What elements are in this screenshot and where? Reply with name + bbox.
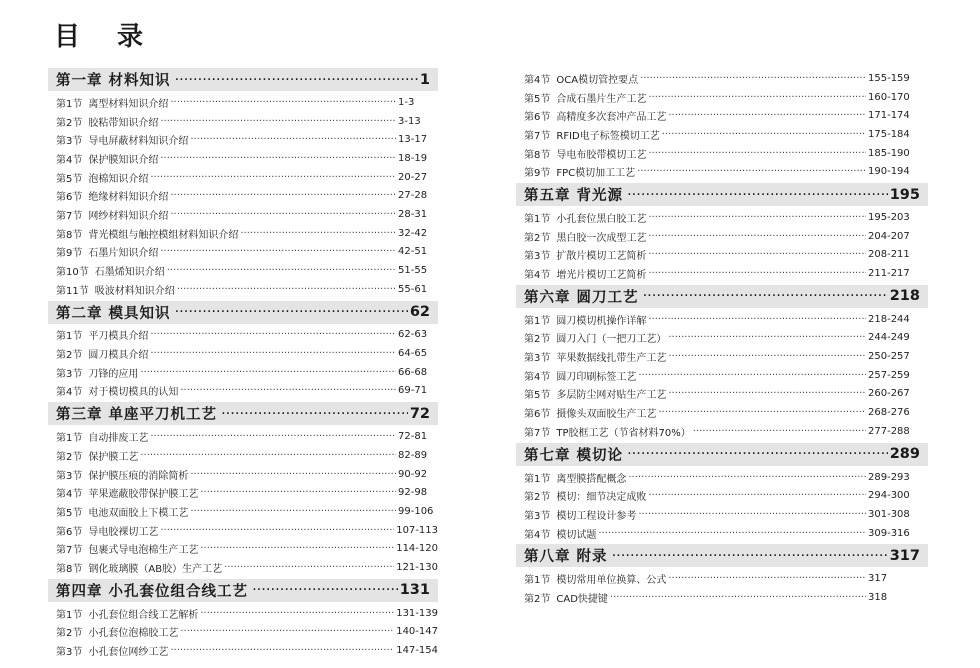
section-page-range: 114-120 <box>396 543 438 555</box>
dot-leader <box>628 472 866 483</box>
section-page-range: 92-98 <box>398 487 428 499</box>
section-title: 高精度多次套冲产品工艺 <box>556 112 667 124</box>
section-number: 第4节 <box>56 154 83 166</box>
chapter-heading[interactable] <box>48 402 438 425</box>
section-title: 摄像头双面胶生产工艺 <box>556 409 657 421</box>
dot-leader <box>175 72 418 88</box>
dot-leader <box>640 73 866 84</box>
section-entry[interactable] <box>48 224 438 243</box>
chapter-page-number: 1 <box>419 71 430 88</box>
section-page-range: 171-174 <box>868 110 910 122</box>
dot-leader <box>643 288 888 304</box>
section-entry[interactable] <box>516 588 928 607</box>
section-number: 第1节 <box>56 331 83 343</box>
section-title: 小孔套位组合线工艺解析 <box>88 609 199 621</box>
dot-leader <box>200 608 394 619</box>
section-title: 背光模组与触控模组材料知识介绍 <box>88 229 239 241</box>
dot-leader <box>627 446 888 462</box>
section-number: 第5节 <box>524 390 551 402</box>
dot-leader <box>140 367 396 378</box>
dot-leader <box>240 228 396 239</box>
chapter-title: 第一章 材料知识 <box>56 73 171 89</box>
dot-leader <box>610 592 866 603</box>
section-page-range: 260-267 <box>868 388 910 400</box>
section-title: 扩散片模切工艺简析 <box>556 251 647 263</box>
section-number: 第2节 <box>524 334 551 346</box>
section-page-range: 62-63 <box>398 329 428 341</box>
section-page-range: 318 <box>868 591 888 603</box>
section-entry[interactable] <box>48 93 438 112</box>
dot-leader <box>668 332 866 343</box>
section-page-range: 160-170 <box>868 91 910 103</box>
dot-leader <box>648 268 866 279</box>
chapter-page-number: 195 <box>889 186 920 203</box>
section-title: 胶粘带知识介绍 <box>88 117 159 129</box>
section-title: 保护膜工艺 <box>88 451 139 463</box>
section-title: 黑白胶一次成型工艺 <box>556 232 647 244</box>
dot-leader <box>150 431 396 442</box>
dot-leader <box>177 284 396 295</box>
section-title: 保护膜知识介绍 <box>88 154 159 166</box>
section-page-range: 147-154 <box>396 645 438 657</box>
section-number: 第6节 <box>56 192 83 204</box>
section-number: 第3节 <box>524 353 551 365</box>
chapter-heading[interactable] <box>516 443 928 466</box>
dot-leader <box>190 506 396 517</box>
chapter-title: 第三章 单座平刀机工艺 <box>56 407 218 424</box>
section-page-range: 90-92 <box>398 468 428 480</box>
chapter-heading[interactable] <box>516 285 928 308</box>
section-page-range: 1-3 <box>398 96 415 108</box>
toc-right-column <box>516 69 928 607</box>
chapter-heading[interactable] <box>516 544 928 567</box>
section-number: 第2节 <box>524 232 551 244</box>
section-title: 钢化玻璃膜（AB胶）生产工艺 <box>88 563 223 575</box>
section-number: 第7节 <box>56 545 83 557</box>
section-page-range: 55-61 <box>398 283 428 295</box>
section-number: 第3节 <box>524 510 551 522</box>
section-entry[interactable] <box>48 558 438 577</box>
section-number: 第4节 <box>56 387 83 399</box>
dot-leader <box>180 385 396 396</box>
section-title: 电池双面胶上下模工艺 <box>88 507 189 519</box>
section-title: 石墨片知识介绍 <box>88 248 159 260</box>
section-title: 绝缘材料知识介绍 <box>88 192 169 204</box>
section-title: 增光片模切工艺简析 <box>556 270 647 282</box>
dot-leader <box>150 348 396 359</box>
section-page-range: 69-71 <box>398 385 428 397</box>
chapter-title: 第七章 模切论 <box>524 447 624 464</box>
chapter-title: 第四章 小孔套位组合线工艺 <box>56 583 249 600</box>
section-title: TP胶框工艺（节省材料70%） <box>556 427 691 439</box>
section-entry[interactable] <box>516 69 928 88</box>
section-entry[interactable] <box>48 243 438 262</box>
section-entry[interactable] <box>48 382 438 401</box>
page-title: 目 录 <box>54 22 158 52</box>
section-title: 吸波材料知识介绍 <box>94 285 175 297</box>
section-page-range: 268-276 <box>868 407 910 419</box>
section-title: 网纱材料知识介绍 <box>88 210 169 222</box>
section-title: FPC模切加工工艺 <box>556 168 636 180</box>
section-entry[interactable] <box>516 144 928 163</box>
section-number: 第3节 <box>56 470 83 482</box>
dot-leader <box>668 573 866 584</box>
dot-leader <box>170 209 396 220</box>
dot-leader <box>200 543 394 554</box>
section-page-range: 82-89 <box>398 449 428 461</box>
section-page-range: 250-257 <box>868 351 910 363</box>
section-entry[interactable] <box>516 403 928 422</box>
section-title: 离型材料知识介绍 <box>88 98 169 110</box>
section-page-range: 294-300 <box>868 490 910 502</box>
dot-leader <box>160 246 396 257</box>
section-entry[interactable] <box>48 130 438 149</box>
dot-leader <box>200 487 396 498</box>
section-page-range: 64-65 <box>398 348 428 360</box>
section-page-range: 244-249 <box>868 332 910 344</box>
chapter-page-number: 72 <box>409 405 430 422</box>
section-entry[interactable] <box>516 208 928 227</box>
section-number: 第6节 <box>56 526 83 538</box>
section-entry[interactable] <box>48 205 438 224</box>
section-page-range: 140-147 <box>396 626 438 638</box>
section-page-range: 218-244 <box>868 313 910 325</box>
section-title: 模切试题 <box>556 529 597 541</box>
toc-left-column <box>48 66 438 660</box>
dot-leader <box>150 329 396 340</box>
section-entry[interactable] <box>48 623 438 642</box>
section-title: 苹果遮蔽胶带保护膜工艺 <box>88 489 199 501</box>
section-entry[interactable] <box>516 422 928 441</box>
section-entry[interactable] <box>516 246 928 265</box>
chapter-heading[interactable] <box>48 68 438 91</box>
section-title: 圆刀模具介绍 <box>88 350 149 362</box>
section-number: 第5节 <box>524 93 551 105</box>
section-page-range: 66-68 <box>398 366 428 378</box>
section-page-range: 107-113 <box>396 524 438 536</box>
section-number: 第3节 <box>524 251 551 263</box>
chapter-title: 第八章 附录 <box>524 549 608 566</box>
section-page-range: 301-308 <box>868 508 910 520</box>
section-entry[interactable] <box>48 363 438 382</box>
section-number: 第1节 <box>56 98 83 110</box>
section-entry[interactable] <box>516 505 928 524</box>
dot-leader <box>648 249 866 260</box>
section-number: 第6节 <box>524 112 551 124</box>
section-number: 第9节 <box>524 168 551 180</box>
section-page-range: 317 <box>868 573 888 585</box>
section-title: 圆刀印刷标签工艺 <box>556 371 637 383</box>
section-entry[interactable] <box>48 641 438 660</box>
section-title: 导电布胶带模切工艺 <box>556 149 647 161</box>
section-title: 圆刀模切机操作详解 <box>556 315 647 327</box>
section-page-range: 42-51 <box>398 246 428 258</box>
section-entry[interactable] <box>516 106 928 125</box>
section-page-range: 131-139 <box>396 607 438 619</box>
section-page-range: 195-203 <box>868 211 910 223</box>
section-entry[interactable] <box>516 125 928 144</box>
section-entry[interactable] <box>48 261 438 280</box>
section-entry[interactable] <box>516 347 928 366</box>
section-page-range: 121-130 <box>396 561 438 573</box>
section-number: 第1节 <box>524 315 551 327</box>
chapter-title: 第二章 模具知识 <box>56 305 171 322</box>
section-number: 第2节 <box>524 593 551 605</box>
dot-leader <box>221 406 408 422</box>
chapter-page-number: 317 <box>889 547 920 564</box>
section-number: 第4节 <box>524 74 551 86</box>
section-number: 第1节 <box>524 575 551 587</box>
dot-leader <box>638 370 866 381</box>
section-page-range: 309-316 <box>868 527 910 539</box>
section-number: 第9节 <box>56 248 83 260</box>
section-entry[interactable] <box>48 280 438 299</box>
section-number: 第4节 <box>524 529 551 541</box>
section-number: 第8节 <box>56 229 83 241</box>
section-page-range: 51-55 <box>398 265 428 277</box>
section-entry[interactable] <box>48 502 438 521</box>
dot-leader <box>637 166 866 177</box>
section-entry[interactable] <box>516 569 928 588</box>
chapter-title: 第六章 圆刀工艺 <box>524 289 639 306</box>
section-number: 第1节 <box>56 609 83 621</box>
section-number: 第4节 <box>56 489 83 501</box>
dot-leader <box>648 231 866 242</box>
dot-leader <box>224 562 394 573</box>
chapter-page-number: 62 <box>409 304 430 321</box>
section-number: 第3节 <box>56 136 83 148</box>
dot-leader <box>252 582 398 598</box>
dot-leader <box>693 426 866 437</box>
section-entry[interactable] <box>516 162 928 181</box>
dot-leader <box>167 265 396 276</box>
chapter-page-number: 218 <box>889 288 920 305</box>
section-number: 第8节 <box>56 563 83 575</box>
section-number: 第4节 <box>524 270 551 282</box>
section-title: 小孔套位网纱工艺 <box>88 647 169 659</box>
section-page-range: 211-217 <box>868 268 910 280</box>
section-title: 包裹式导电泡棉生产工艺 <box>88 545 199 557</box>
section-page-range: 257-259 <box>868 369 910 381</box>
section-number: 第2节 <box>524 492 551 504</box>
section-title: 保护膜压痕的消除简析 <box>88 470 189 482</box>
section-number: 第3节 <box>56 368 83 380</box>
dot-leader <box>150 172 396 183</box>
section-title: RFID电子标签模切工艺 <box>556 130 660 142</box>
section-page-range: 72-81 <box>398 431 428 443</box>
section-entry[interactable] <box>516 524 928 543</box>
section-entry[interactable] <box>48 344 438 363</box>
section-number: 第11节 <box>56 285 89 297</box>
section-page-range: 18-19 <box>398 152 428 164</box>
section-title: 泡棉知识介绍 <box>88 173 149 185</box>
section-entry[interactable] <box>48 149 438 168</box>
section-entry[interactable] <box>516 329 928 348</box>
section-entry[interactable] <box>516 227 928 246</box>
section-title: 导电屏蔽材料知识介绍 <box>88 136 189 148</box>
dot-leader <box>175 304 408 320</box>
section-page-range: 20-27 <box>398 171 428 183</box>
dot-leader <box>648 212 866 223</box>
section-title: 模切工程设计参考 <box>556 510 637 522</box>
section-number: 第7节 <box>524 427 551 439</box>
section-entry[interactable] <box>48 446 438 465</box>
section-title: 小孔套位泡棉胶工艺 <box>88 628 179 640</box>
chapter-heading[interactable] <box>48 579 438 602</box>
dot-leader <box>612 548 888 564</box>
dot-leader <box>140 450 396 461</box>
section-title: 多层防尘网对贴生产工艺 <box>556 390 667 402</box>
dot-leader <box>170 190 396 201</box>
section-page-range: 289-293 <box>868 471 910 483</box>
section-entry[interactable] <box>48 168 438 187</box>
section-number: 第4节 <box>524 371 551 383</box>
section-entry[interactable] <box>516 366 928 385</box>
section-entry[interactable] <box>48 465 438 484</box>
dot-leader <box>160 153 396 164</box>
section-entry[interactable] <box>516 310 928 329</box>
chapter-heading[interactable] <box>48 301 438 324</box>
section-page-range: 27-28 <box>398 190 428 202</box>
dot-leader <box>190 469 396 480</box>
section-title: 模切常用单位换算、公式 <box>556 575 667 587</box>
section-number: 第6节 <box>524 409 551 421</box>
dot-leader <box>598 528 866 539</box>
section-page-range: 208-211 <box>868 249 910 261</box>
chapter-title: 第五章 背光源 <box>524 188 624 205</box>
section-entry[interactable] <box>516 385 928 404</box>
section-entry[interactable] <box>516 468 928 487</box>
dot-leader <box>662 129 866 140</box>
section-number: 第10节 <box>56 267 89 279</box>
section-entry[interactable] <box>48 604 438 623</box>
dot-leader <box>648 92 866 103</box>
section-title: 刀锋的应用 <box>88 368 139 380</box>
section-entry[interactable] <box>48 186 438 205</box>
dot-leader <box>160 525 394 536</box>
dot-leader <box>668 388 866 399</box>
section-number: 第3节 <box>56 647 83 659</box>
section-title: OCA模切管控要点 <box>556 74 639 86</box>
section-title: 对于模切模具的认知 <box>88 387 179 399</box>
dot-leader <box>668 110 866 121</box>
section-page-range: 204-207 <box>868 230 910 242</box>
section-title: 模切：细节决定成败 <box>556 492 647 504</box>
dot-leader <box>627 187 888 203</box>
section-page-range: 155-159 <box>868 72 910 84</box>
dot-leader <box>170 645 394 656</box>
section-entry[interactable] <box>516 486 928 505</box>
section-title: 合成石墨片生产工艺 <box>556 93 647 105</box>
section-title: 小孔套位黑白胶工艺 <box>556 213 647 225</box>
section-page-range: 99-106 <box>398 505 434 517</box>
section-number: 第1节 <box>56 433 83 445</box>
section-number: 第8节 <box>524 149 551 161</box>
section-page-range: 185-190 <box>868 147 910 159</box>
section-entry[interactable] <box>516 264 928 283</box>
section-page-range: 175-184 <box>868 128 910 140</box>
section-number: 第5节 <box>56 173 83 185</box>
section-entry[interactable] <box>48 521 438 540</box>
section-number: 第2节 <box>56 451 83 463</box>
section-entry[interactable] <box>516 88 928 107</box>
chapter-page-number: 289 <box>889 446 920 463</box>
dot-leader <box>160 116 396 127</box>
chapter-heading[interactable] <box>516 183 928 206</box>
section-title: 苹果数据线扎带生产工艺 <box>556 353 667 365</box>
section-title: 自动排废工艺 <box>88 433 149 445</box>
section-title: 圆刀入门（一把刀工艺） <box>556 334 667 346</box>
dot-leader <box>190 134 396 145</box>
section-entry[interactable] <box>48 326 438 345</box>
section-title: CAD快捷键 <box>556 593 608 605</box>
section-number: 第1节 <box>524 473 551 485</box>
dot-leader <box>668 351 866 362</box>
section-title: 石墨烯知识介绍 <box>94 267 165 279</box>
section-title: 平刀模具介绍 <box>88 331 149 343</box>
dot-leader <box>638 509 866 520</box>
section-entry[interactable] <box>48 112 438 131</box>
dot-leader <box>648 490 866 501</box>
section-number: 第1节 <box>524 213 551 225</box>
section-number: 第7节 <box>56 210 83 222</box>
section-entry[interactable] <box>48 539 438 558</box>
section-page-range: 13-17 <box>398 134 428 146</box>
section-page-range: 190-194 <box>868 166 910 178</box>
dot-leader <box>180 626 394 637</box>
section-title: 导电胶裸切工艺 <box>88 526 159 538</box>
chapter-page-number: 131 <box>399 582 430 599</box>
dot-leader <box>170 97 396 108</box>
dot-leader <box>648 314 866 325</box>
section-entry[interactable] <box>48 427 438 446</box>
section-number: 第5节 <box>56 507 83 519</box>
section-page-range: 32-42 <box>398 227 428 239</box>
section-title: 离型膜搭配概念 <box>556 473 627 485</box>
section-page-range: 277-288 <box>868 425 910 437</box>
section-number: 第2节 <box>56 628 83 640</box>
section-number: 第2节 <box>56 350 83 362</box>
dot-leader <box>658 407 866 418</box>
section-number: 第2节 <box>56 117 83 129</box>
section-entry[interactable] <box>48 483 438 502</box>
section-page-range: 28-31 <box>398 208 428 220</box>
section-number: 第7节 <box>524 130 551 142</box>
dot-leader <box>648 148 866 159</box>
section-page-range: 3-13 <box>398 115 421 127</box>
